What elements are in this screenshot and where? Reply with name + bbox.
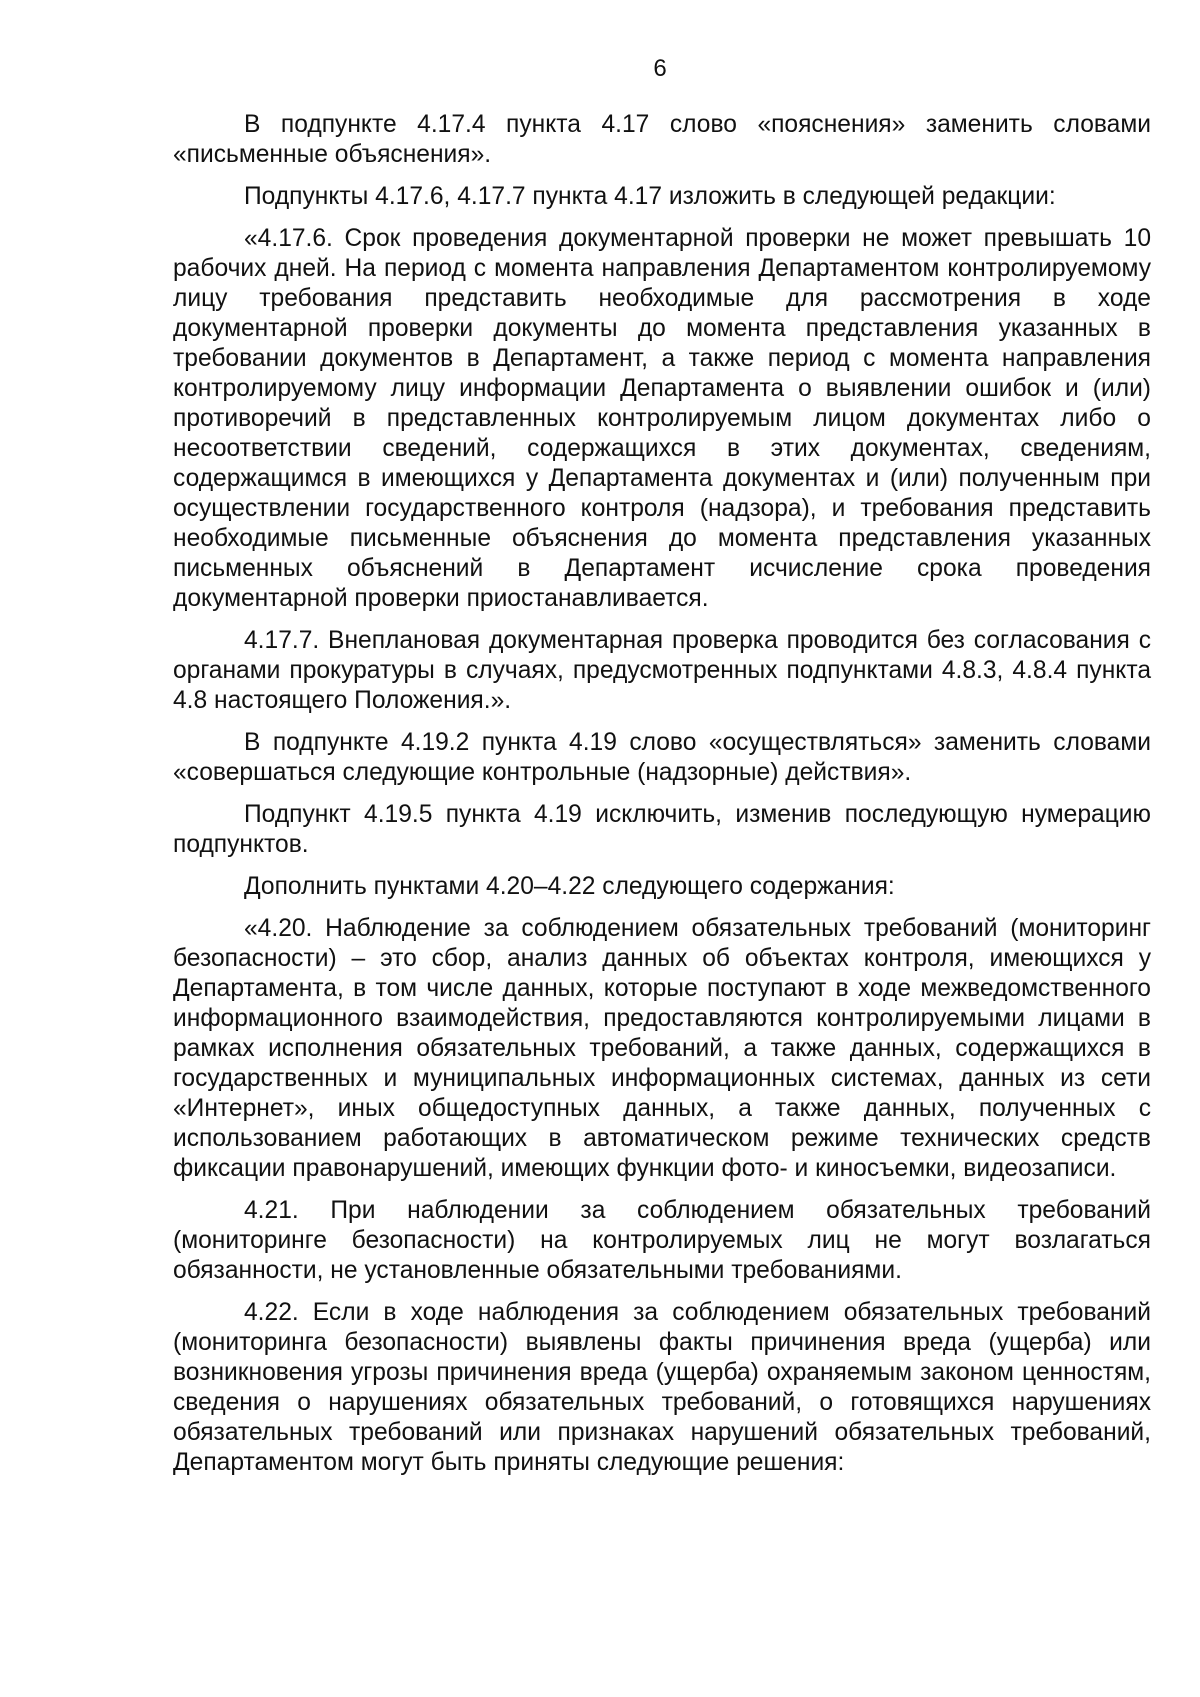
paragraph-4-20: «4.20. Наблюдение за соблюдением обязательных требований (мониторинг безопасности) – это сбор, анализ данных об объектах контроля, имеющихся у Департамента, в том числе данных, которые поступают в ходе межведомственного информационного взаимодействия, предоставляются контролируемыми лицами в рамках исполнения обязательных требований, а также данных, содержащихся в государственных и муниципальных информационных системах, данных из сети «Интернет», иных общедоступных данных, а также данных, полученных с использованием работающих в автоматическом режиме технических средств фиксации правонарушений, имеющих функции фото- и киносъемки, видеозаписи. bbox=[173, 915, 1151, 1182]
paragraph-4-22: 4.22. Если в ходе наблюдения за соблюдением обязательных требований (мониторинга безопасности) выявлены факты причинения вреда (ущерба) или возникновения угрозы причинения вреда (ущерба) охраняемым законом ценностям, сведения о нарушениях обязательных требований, о готовящихся нарушениях обязательных требований или признаках нарушений обязательных требований, Департаментом могут быть приняты следующие решения: bbox=[173, 1299, 1151, 1476]
document-body bbox=[173, 110, 1151, 1490]
paragraph-4-21: 4.21. При наблюдении за соблюдением обязательных требований (мониторинге безопасности) на контролируемых лиц не могут возлагаться обязанности, не установленные обязательными требованиями. bbox=[173, 1197, 1151, 1284]
page-number: 6 bbox=[653, 55, 667, 82]
paragraph-4-20-22-intro: Дополнить пунктами 4.20–4.22 следующего содержания: bbox=[244, 873, 895, 900]
paragraph-4-17-6: «4.17.6. Срок проведения документарной проверки не может превышать 10 рабочих дней. На период с момента направления Департаментом контролируемому лицу требования представить необходимые для рассмотрения в ходе документарной проверки документы до момента представления указанных в требовании документов в Департамент, а также период с момента направления контролируемому лицу информации Департамента о выявлении ошибок и (или) противоречий в представленных контролируемым лицом документах либо о несоответствии сведений, содержащихся в этих документах, сведениям, содержащимся в имеющихся у Департамента документах и (или) полученным при осуществлении государственного контроля (надзора), и требования представить необходимые письменные объяснения до момента представления указанных письменных объяснений в Департамент исчисление срока проведения документарной проверки приостанавливается. bbox=[173, 225, 1151, 612]
paragraph-4-19-5-exclusion: Подпункт 4.19.5 пункта 4.19 исключить, изменив последующую нумерацию подпунктов. bbox=[173, 801, 1151, 858]
paragraph-4-17-6-7-intro: Подпункты 4.17.6, 4.17.7 пункта 4.17 изложить в следующей редакции: bbox=[244, 183, 1056, 210]
paragraph-4-17-7: 4.17.7. Внеплановая документарная проверка проводится без согласования с органами прокуратуры в случаях, предусмотренных подпунктами 4.8.3, 4.8.4 пункта 4.8 настоящего Положения.». bbox=[173, 627, 1151, 714]
paragraph-4-17-4-amendment: В подпункте 4.17.4 пункта 4.17 слово «пояснения» заменить словами «письменные объяснения». bbox=[173, 111, 1151, 168]
paragraph-4-19-2-amendment: В подпункте 4.19.2 пункта 4.19 слово «осуществляться» заменить словами «совершаться следующие контрольные (надзорные) действия». bbox=[173, 729, 1151, 786]
